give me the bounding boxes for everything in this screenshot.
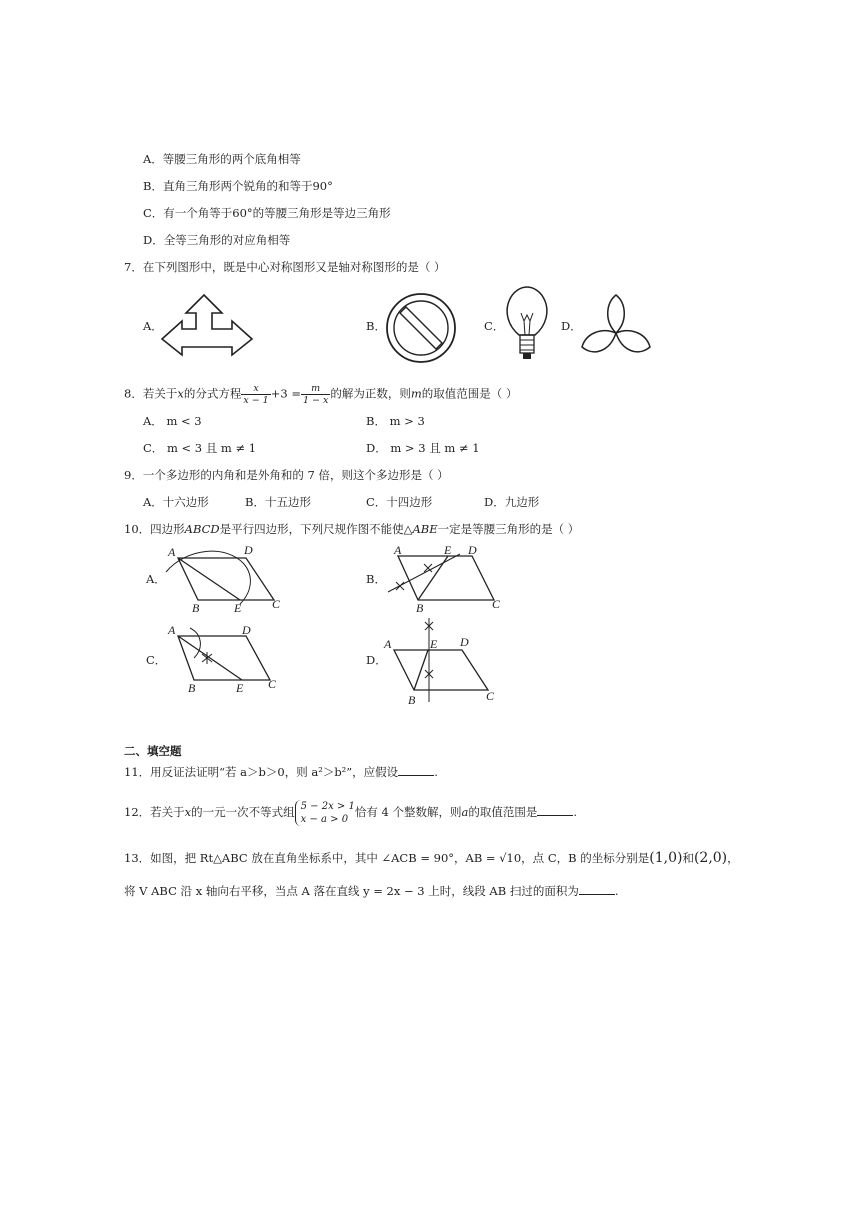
q10a-point-b: B: [192, 601, 200, 615]
q9-option-a: A．十六边形: [143, 495, 209, 509]
q10d-point-a: A: [384, 637, 392, 651]
q10-stem: 10．四边形ABCD是平行四边形，下列尺规作图不能使△ABE一定是等腰三角形的是（ ）: [124, 522, 580, 536]
q6-option-c: C．有一个角等于60°的等腰三角形是等边三角形: [143, 206, 391, 220]
q9-option-b: B．十五边形: [245, 495, 311, 509]
q8-option-d: D． m > 3 且 m ≠ 1: [366, 441, 480, 455]
q11-stem: 11．用反证法证明“若 a＞b＞0，则 a²＞b²”，应假设 .: [124, 765, 438, 779]
arrows-figure: [160, 293, 256, 359]
q8-option-c: C． m < 3 且 m ≠ 1: [143, 441, 257, 455]
q7-label-c: C．: [484, 319, 505, 333]
q13-line1: 13．如图，把 Rt△ABC 放在直角坐标系中，其中 ∠ACB = 90°，AB = √10，点 C，B 的坐标分别是(1,0)和(2,0)，: [124, 850, 739, 866]
q9-option-d: D．九边形: [484, 495, 540, 509]
section-title-fill-in: 二、填空题: [124, 744, 182, 758]
three-petal-figure: [578, 293, 654, 361]
q10c-point-b: B: [188, 681, 196, 695]
q10d-point-c: C: [486, 689, 495, 703]
q10a-point-a: A: [168, 545, 176, 559]
q12-stem: 12．若关于x的一元一次不等式组 5 − 2x > 1 x − a > 0 恰有 4 个整数解，则a的取值范围是 .: [124, 801, 577, 825]
q10-label-d: D．: [366, 653, 387, 667]
q10b-point-c: C: [492, 597, 501, 611]
q10c-point-d: D: [242, 623, 251, 637]
q10b-point-a: A: [394, 543, 402, 557]
q10-figure-a: [166, 544, 292, 614]
q9-stem: 9．一个多边形的内角和是外角和的 7 倍，则这个多边形是（ ）: [124, 468, 449, 482]
fraction-m-over-1-minus-x: $\frac{m}{1 - x}$: [302, 383, 329, 406]
q11-answer-blank: [398, 765, 434, 776]
q10-figure-d: [384, 616, 510, 706]
q10-label-a: A．: [146, 572, 166, 586]
q10b-point-b: B: [416, 601, 424, 615]
q7-label-a: A．: [143, 319, 163, 333]
q12-answer-blank: [537, 805, 573, 816]
q8-option-b: B． m > 3: [366, 414, 425, 428]
q8-option-a: A． m < 3: [143, 414, 202, 428]
q10-figure-c: [166, 624, 292, 696]
no-entry-sign-figure: [384, 291, 458, 365]
q10c-point-a: A: [168, 623, 176, 637]
inequality-system: 5 − 2x > 1 x − a > 0: [295, 800, 355, 826]
q10b-point-e: E: [444, 543, 452, 557]
q10d-point-e: E: [430, 637, 438, 651]
fraction-x-over-x-minus-1: $\frac{x}{x - 1}$: [243, 383, 269, 406]
q10c-point-e: E: [236, 681, 244, 695]
q10d-point-b: B: [408, 693, 416, 707]
q8-stem: 8．若关于x的分式方程 $\frac{x}{x - 1}$ +3 = $\frac{m}{1 - x}$ 的解为正数，则m的取值范围是（ ）: [124, 383, 518, 406]
q10d-point-d: D: [460, 635, 469, 649]
q6-option-d: D．全等三角形的对应角相等: [143, 233, 291, 247]
q6-option-b: B．直角三角形两个锐角的和等于90°: [143, 179, 333, 193]
q7-label-d: D．: [561, 319, 582, 333]
q9-option-c: C．十四边形: [366, 495, 433, 509]
q13-line2: 将 V ABC 沿 x 轴向右平移，当点 A 落在直线 y = 2x − 3 上时，线段 AB 扫过的面积为 .: [124, 884, 619, 898]
q6-option-a: A．等腰三角形的两个底角相等: [143, 152, 301, 166]
q10-figure-b: [386, 544, 512, 616]
q7-label-b: B．: [366, 319, 386, 333]
q10a-point-e: E: [234, 601, 242, 615]
q10c-point-c: C: [268, 677, 277, 691]
q10a-point-d: D: [244, 543, 253, 557]
q10a-point-c: C: [272, 597, 281, 611]
q13-answer-blank: [579, 884, 615, 895]
q7-stem: 7．在下列图形中，既是中心对称图形又是轴对称图形的是（ ）: [124, 260, 446, 274]
q10b-point-d: D: [468, 543, 477, 557]
light-bulb-figure: [503, 285, 551, 365]
q10-label-c: C．: [146, 653, 167, 667]
q10-label-b: B．: [366, 572, 386, 586]
